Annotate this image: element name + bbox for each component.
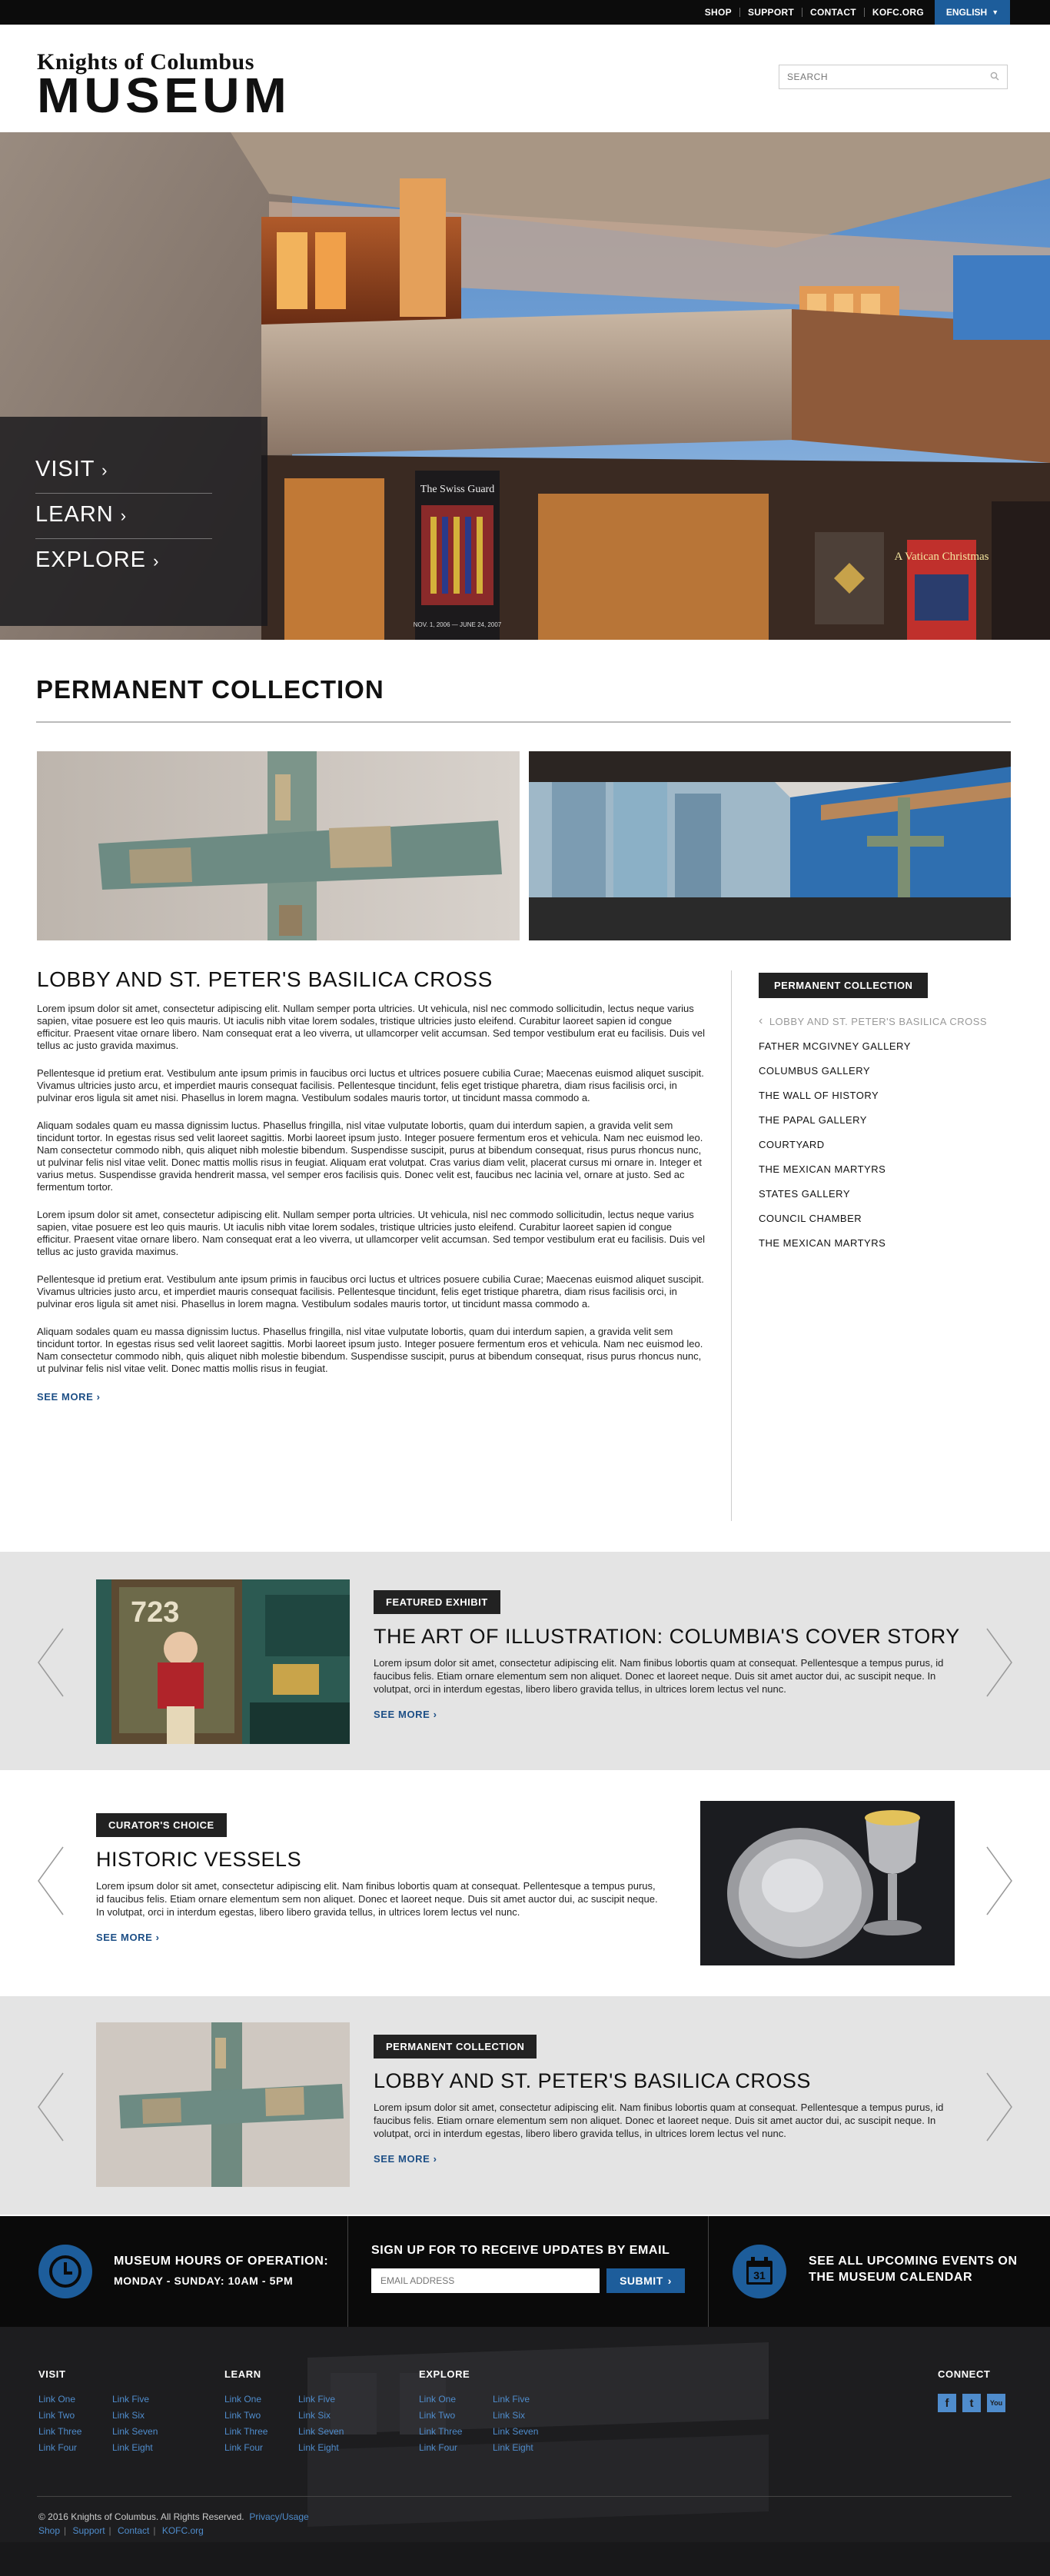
events-line-2: THE MUSEUM CALENDAR <box>809 2271 973 2284</box>
footer-link[interactable]: Link Eight <box>493 2442 533 2453</box>
logo-line-1: Knights of Columbus <box>37 49 254 75</box>
footer-bottom-link[interactable]: Contact <box>118 2525 150 2536</box>
contact-link[interactable]: CONTACT <box>810 7 856 18</box>
see-more-label: SEE MORE <box>37 1391 94 1403</box>
facebook-icon[interactable]: f <box>938 2394 956 2412</box>
calendar-day: 31 <box>753 2269 766 2281</box>
door-number: 723 <box>131 1596 180 1629</box>
see-more-label: SEE MORE <box>96 1932 153 1943</box>
hours-value: MONDAY - SUNDAY: 10AM - 5PM <box>114 2275 294 2287</box>
feature-text <box>374 2035 970 2166</box>
article-paragraph: Pellentesque id pretium erat. Vestibulum ante ipsum primis in faucibus orci luctus et ultrices posuere cubilia Curae; Maecenas euismod aliquet suscipit. Vivamus ultricies justo arcu, et imperdiet mauris consequat facilisis. Pellentesque tincidunt, felis eget tristique pharetra, diam risus facilisis orci, in pulvinar eros ligula sit amet nisi. Phasellus in lorem magna. Vestibulum sodales mauris tortor, ut tincidunt massa commodo a. <box>37 1067 704 1103</box>
clock-icon <box>38 2245 92 2298</box>
sidebar-item[interactable]: COURTYARD <box>759 1138 825 1150</box>
footer-column-explore <box>419 2368 567 2453</box>
footer-link[interactable]: Link Seven <box>493 2426 539 2437</box>
footer-link[interactable]: Link Three <box>224 2426 268 2437</box>
privacy-link[interactable]: Privacy/Usage <box>249 2511 309 2522</box>
events-line-1: SEE ALL UPCOMING EVENTS ON <box>809 2255 1018 2268</box>
footer-link[interactable]: Link Five <box>298 2394 336 2405</box>
info-bar <box>0 2216 1050 2327</box>
shop-link[interactable]: SHOP <box>704 7 732 18</box>
feature-body: Lorem ipsum dolor sit amet, consectetur adipiscing elit. Nam finibus lobortis quam at consequat. Pellentesque a tempus purus, id faucibus felis. Etiam ornare elementum sem non aliquet. Donec et laoreet neque. Duis sit amet auctor dui, ac suscipit neque. In volutpat, orci in interdum egestas, libero libero gravida tellus, in ultrices lorem lectus vel nunc. <box>374 2102 944 2139</box>
footer-link[interactable]: Link Six <box>298 2410 331 2421</box>
poster-left-title: The Swiss Guard <box>420 484 495 495</box>
feature-badge: CURATOR'S CHOICE <box>96 1813 227 1837</box>
vertical-divider <box>731 970 732 1521</box>
utility-links <box>697 7 932 18</box>
carousel-next-icon[interactable] <box>985 1627 1013 1698</box>
feature-text <box>374 1590 970 1722</box>
top-utility-bar <box>0 0 1050 25</box>
feature-badge: PERMANENT COLLECTION <box>374 2035 537 2058</box>
calendar-icon[interactable] <box>733 2245 786 2298</box>
chevron-right-icon: › <box>433 2153 437 2165</box>
article-body <box>37 967 706 1404</box>
footer-link[interactable]: Link One <box>224 2394 262 2405</box>
hero-nav-label: VISIT <box>35 457 95 481</box>
email-input[interactable] <box>371 2268 600 2293</box>
chevron-right-icon: › <box>155 1932 160 1943</box>
hero-nav-label: LEARN <box>35 502 114 527</box>
separator: | <box>64 2525 67 2536</box>
carousel-next-icon[interactable] <box>985 2072 1013 2142</box>
footer-connect <box>938 2368 1005 2412</box>
poster-left-dates: NOV. 1, 2006 — JUNE 24, 2007 <box>413 621 502 628</box>
logo-line-2: MUSEUM <box>37 68 291 123</box>
page-title: PERMANENT COLLECTION <box>36 675 384 704</box>
submit-label: SUBMIT <box>620 2275 663 2287</box>
footer-heading: CONNECT <box>938 2368 991 2380</box>
footer-link[interactable]: Link Four <box>38 2442 78 2453</box>
carousel-prev-icon[interactable] <box>37 2072 65 2142</box>
historic-vessels-image <box>700 1801 955 1965</box>
article-paragraph: Pellentesque id pretium erat. Vestibulum ante ipsum primis in faucibus orci luctus et ultrices posuere cubilia Curae; Maecenas euismod aliquet suscipit. Vivamus ultricies justo arcu, et imperdiet mauris consequat facilisis. Pellentesque tincidunt, felis eget tristique pharetra, diam risus facilisis orci, in pulvinar eros ligula sit amet nisi. Phasellus in lorem magna. Vestibulum sodales mauris tortor, ut tincidunt massa commodo a. <box>37 1273 704 1310</box>
footer-link[interactable]: Link Five <box>112 2394 150 2405</box>
carousel-prev-icon[interactable] <box>37 1627 65 1698</box>
footer-link[interactable]: Link Two <box>38 2410 75 2421</box>
footer-bottom-link[interactable]: Shop <box>38 2525 61 2536</box>
feature-title: LOBBY AND ST. PETER'S BASILICA CROSS <box>374 2069 811 2092</box>
sidebar-item[interactable]: FATHER MCGIVNEY GALLERY <box>759 1040 911 1052</box>
hero-nav-visit[interactable] <box>35 457 212 494</box>
divider <box>37 2496 1012 2497</box>
curators-choice-panel <box>0 1770 1050 1989</box>
article-title: LOBBY AND ST. PETER'S BASILICA CROSS <box>37 967 493 991</box>
footer-link[interactable]: Link One <box>38 2394 76 2405</box>
copyright <box>38 2511 309 2522</box>
see-more-label: SEE MORE <box>374 1709 430 1720</box>
hero-banner <box>0 132 1050 640</box>
article-paragraph: Aliquam sodales quam eu massa dignissim luctus. Phasellus fringilla, nisl vitae vulputate lobortis, quam dui interdum sapien, a gravida velit sem tincidunt tortor. In egestas risus sed velit laoreet sagittis. Morbi laoreet ipsum justo. Integer posuere fermentum eros et vehicula. Nam nec euismod leo. Nam consectetur commodo nibh, quis aliquet nibh molestie bibendum. Suspendisse suscipit, purus at bibendum consequat, risus purus rhoncus nunc, ut pulvinar felis nisl vitae velit. Donec mattis mollis risus in feugiat. <box>37 1326 703 1374</box>
divider <box>36 721 1011 723</box>
feature-body: Lorem ipsum dolor sit amet, consectetur adipiscing elit. Nam finibus lobortis quam at consequat. Pellentesque a tempus purus, id faucibus felis. Etiam ornare elementum sem non aliquet. Donec et laoreet neque. Duis sit amet auctor dui, ac suscipit neque. In volutpat, orci in interdum egestas, libero libero gravida tellus, in ultrices lorem lectus vel nunc. <box>374 1657 944 1695</box>
see-more-link[interactable] <box>374 1709 437 1720</box>
footer-column-visit <box>38 2368 186 2453</box>
hero-nav-learn[interactable] <box>35 502 212 539</box>
sidebar-item[interactable]: THE PAPAL GALLERY <box>759 1113 867 1126</box>
carousel-next-icon[interactable] <box>985 1845 1013 1916</box>
chevron-left-icon: ‹ <box>759 1014 763 1027</box>
search-box <box>779 65 1008 89</box>
language-label: ENGLISH <box>945 7 988 18</box>
sidebar-item[interactable]: THE WALL OF HISTORY <box>759 1089 879 1101</box>
language-dropdown[interactable] <box>935 0 1010 25</box>
hero-navigation <box>0 417 267 626</box>
caret-down-icon: ▼ <box>992 8 999 16</box>
featured-exhibit-panel <box>0 1552 1050 1770</box>
site-header <box>0 25 1050 132</box>
sidebar-item[interactable]: THE MEXICAN MARTYRS <box>759 1163 886 1175</box>
divider <box>708 2216 709 2327</box>
chevron-right-icon: › <box>667 2275 672 2287</box>
divider <box>347 2216 348 2327</box>
footer-link[interactable]: Link Six <box>112 2410 145 2421</box>
sidebar-item[interactable]: STATES GALLERY <box>759 1187 850 1200</box>
feature-title: HISTORIC VESSELS <box>96 1848 302 1871</box>
footer-link[interactable]: Link Two <box>224 2410 261 2421</box>
feature-body: Lorem ipsum dolor sit amet, consectetur adipiscing elit. Nam finibus lobortis quam at consequat. Pellentesque a tempus purus, id faucibus felis. Etiam ornare elementum sem non aliquet. Donec et laoreet neque. Duis sit amet auctor dui, ac suscipit neque. In volutpat, orci in interdum egestas, libero libero gravida tellus, in ultrices lorem lectus vel nunc. <box>96 1880 658 1918</box>
youtube-icon[interactable]: You <box>987 2394 1005 2412</box>
museum-logo[interactable] <box>37 49 291 123</box>
hours-title: MUSEUM HOURS OF OPERATION: <box>114 2255 329 2268</box>
sidebar-item-active[interactable] <box>759 1009 1012 1033</box>
footer-bottom-link[interactable]: KOFC.org <box>161 2525 204 2536</box>
search-icon[interactable] <box>990 72 999 83</box>
footer-link[interactable]: Link Seven <box>298 2426 344 2437</box>
sidebar-item[interactable]: COLUMBUS GALLERY <box>759 1064 871 1077</box>
hero-nav-label: EXPLORE <box>35 547 146 572</box>
sidebar-list <box>759 1009 1012 1255</box>
separator: | <box>108 2525 111 2536</box>
see-more-link[interactable] <box>37 1391 101 1403</box>
separator: | <box>153 2525 156 2536</box>
signup-title-text: SIGN UP FOR TO RECEIVE UPDATES BY EMAIL <box>371 2244 670 2257</box>
footer-bottom-links <box>38 2525 204 2536</box>
cross-closeup-photo <box>37 751 520 940</box>
basilica-cross-image <box>96 2022 350 2187</box>
kofc-link[interactable]: KOFC.ORG <box>872 7 924 18</box>
lobby-cross-photo <box>529 751 1011 940</box>
illustration-cover-image <box>96 1579 350 1744</box>
footer-heading: EXPLORE <box>419 2368 470 2380</box>
footer-link[interactable]: Link Five <box>493 2394 530 2405</box>
article-paragraph: Aliquam sodales quam eu massa dignissim luctus. Phasellus fringilla, nisl vitae vulputate lobortis, quam dui interdum sapien, a gravida velit sem tincidunt tortor. In egestas risus sed velit laoreet sagittis. Morbi laoreet ipsum justo. Integer posuere fermentum eros et vehicula. Nam nec euismod leo. Nam consectetur commodo nibh, quis aliquet nibh molestie bibendum. Suspendisse suscipit, purus at bibendum consequat, risus purus rhoncus nunc, ut pulvinar felis nisl vitae velit. Donec mattis mollis risus in feugiat. Aliquam erat volutpat. Cras varius diam velit, placerat cursus mi ornare in. Integer et varius metus. Suspendisse gravida hendrerit massa, vel semper eros facilisis quis. Donec velit est, faucibus nec lacinia vel, ornare at justo. Sed ac fermentum tortor. <box>37 1120 703 1193</box>
footer-link[interactable]: Link Eight <box>112 2442 153 2453</box>
footer-link[interactable]: Link Two <box>419 2410 456 2421</box>
carousel-prev-icon[interactable] <box>37 1845 65 1916</box>
copyright-text: © 2016 Knights of Columbus. All Rights Reserved. <box>38 2511 244 2522</box>
chevron-right-icon: › <box>96 1391 101 1403</box>
footer-bottom-link[interactable]: Support <box>72 2525 105 2536</box>
hero-nav-explore[interactable] <box>35 547 212 584</box>
footer-link[interactable]: Link Eight <box>298 2442 339 2453</box>
site-footer <box>0 2327 1050 2576</box>
sidebar-heading: PERMANENT COLLECTION <box>759 973 928 998</box>
footer-link[interactable]: Link Four <box>224 2442 264 2453</box>
permanent-collection-panel <box>0 1996 1050 2215</box>
sidebar-item-label: LOBBY AND ST. PETER'S BASILICA CROSS <box>769 1015 988 1027</box>
support-link[interactable]: SUPPORT <box>747 7 795 18</box>
events-link[interactable] <box>809 2255 1018 2285</box>
hours-block <box>114 2255 328 2287</box>
footer-link[interactable]: Link Three <box>419 2426 463 2437</box>
footer-link[interactable]: Link Three <box>38 2426 82 2437</box>
see-more-link[interactable] <box>374 2153 437 2165</box>
feature-text <box>96 1813 665 1945</box>
feature-badge: FEATURED EXHIBIT <box>374 1590 500 1614</box>
footer-link[interactable]: Link Four <box>419 2442 458 2453</box>
chevron-right-icon: › <box>101 461 108 480</box>
footer-heading: LEARN <box>224 2368 261 2380</box>
article-paragraph: Lorem ipsum dolor sit amet, consectetur adipiscing elit. Nullam semper porta ultricies. Ut vehicula, nisl nec commodo sollicitudin, lectus neque varius sapien, vitae posuere est leo quis mauris. Ut iaculis nibh vitae lorem sodales, tristique ultricies justo eleifend. Curabitur laoreet sapien id congue efficitur. Praesent vitae ornare libero. Nam consequat erat a leo viverra, ut ullamcorper velit accumsan. Sed tempor vestibulum erat eu facilisis. Duis vel tellus ac justo gravida maximus. <box>37 1209 705 1257</box>
see-more-link[interactable] <box>96 1932 160 1943</box>
article-paragraph: Lorem ipsum dolor sit amet, consectetur adipiscing elit. Nullam semper porta ultricies. Ut vehicula, nisl nec commodo sollicitudin, lectus neque varius sapien, vitae posuere est leo quis mauris. Ut iaculis nibh vitae lorem sodales, tristique ultricies justo eleifend. Curabitur laoreet sapien id congue efficitur. Praesent vitae ornare libero. Nam consequat erat a leo viverra, ut ullamcorper velit accumsan. Sed tempor vestibulum erat eu facilisis. Duis vel tellus ac justo gravida maximus. <box>37 1003 705 1051</box>
footer-link[interactable]: Link Seven <box>112 2426 158 2437</box>
submit-button[interactable] <box>606 2268 685 2293</box>
chevron-right-icon: › <box>153 551 160 571</box>
see-more-label: SEE MORE <box>374 2153 430 2165</box>
twitter-icon[interactable]: t <box>962 2394 981 2412</box>
footer-heading: VISIT <box>38 2368 66 2380</box>
chevron-right-icon: › <box>120 506 128 525</box>
signup-title <box>371 2244 670 2258</box>
sidebar-item[interactable]: COUNCIL CHAMBER <box>759 1212 862 1224</box>
search-input[interactable] <box>787 72 990 82</box>
sidebar-item[interactable]: THE MEXICAN MARTYRS <box>759 1236 886 1249</box>
footer-link[interactable]: Link Six <box>493 2410 526 2421</box>
poster-right-title: A Vatican Christmas <box>894 551 989 563</box>
feature-title: THE ART OF ILLUSTRATION: COLUMBIA'S COVER STORY <box>374 1625 960 1648</box>
collection-sidebar <box>759 973 1012 1255</box>
footer-link[interactable]: Link One <box>419 2394 457 2405</box>
chevron-right-icon: › <box>433 1709 437 1720</box>
footer-column-learn <box>224 2368 372 2453</box>
